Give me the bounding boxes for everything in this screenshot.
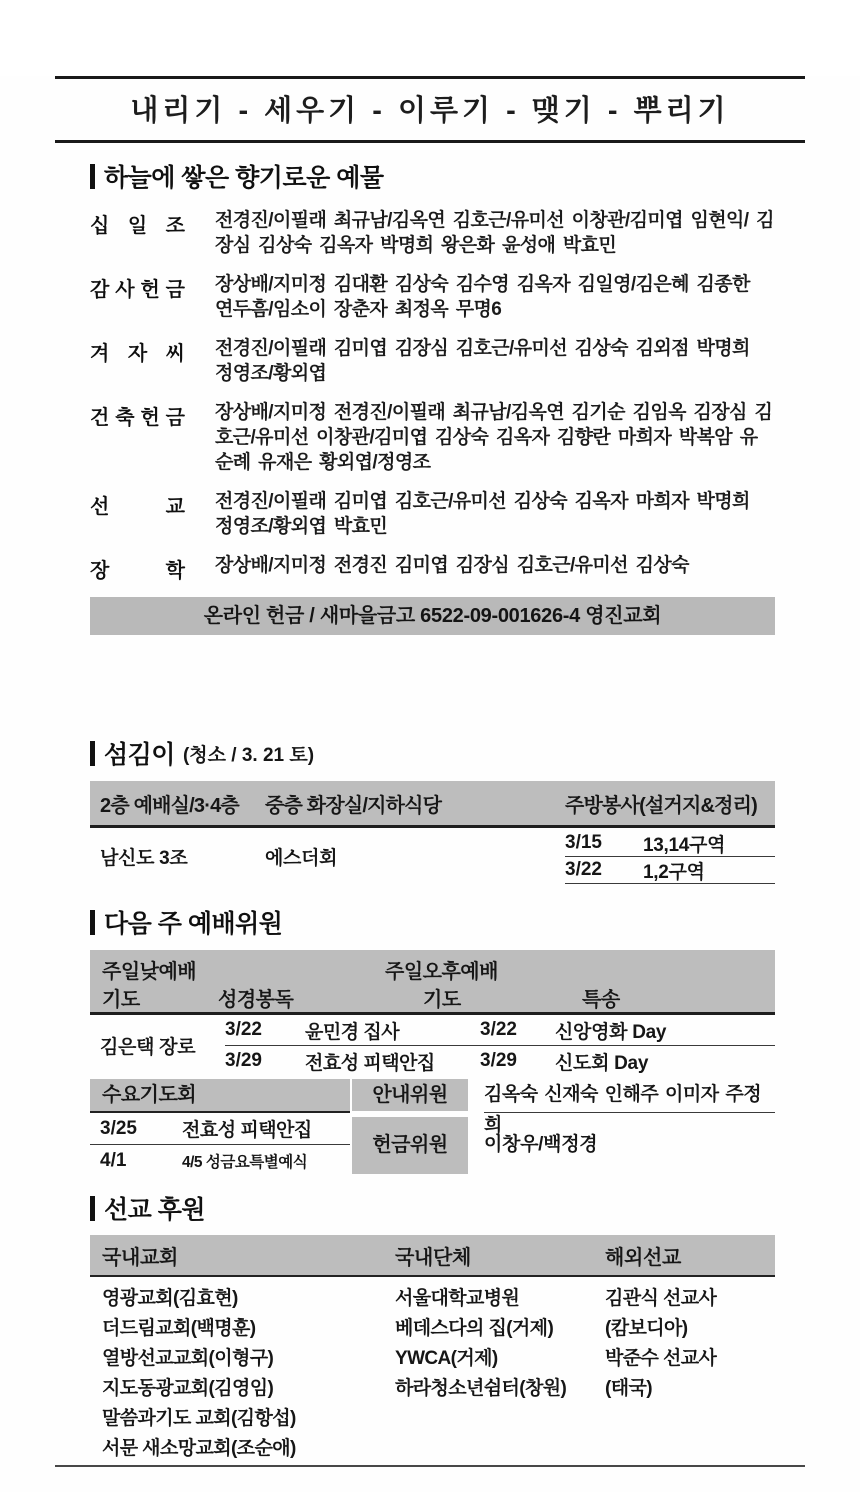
- serving-section-title: [90, 735, 775, 771]
- worship-row: [225, 1015, 775, 1045]
- reader-name: 윤민경 집사: [305, 1021, 400, 1043]
- offerings-section: [90, 158, 775, 635]
- offerings-title-text: 하늘에 쌓은 향기로운 예물: [104, 164, 384, 192]
- mission-domestic-org: 서울대학교병원: [395, 1287, 520, 1309]
- serving-section: [90, 735, 775, 884]
- next-week-table-header: [90, 950, 775, 1015]
- offering-label-char: 겨: [90, 343, 110, 365]
- wednesday-date: 3/25: [100, 1117, 137, 1139]
- mission-domestic-church: 영광교회(김효현): [102, 1287, 238, 1309]
- offering-row: [90, 336, 775, 386]
- serving-title-text: 섬김이: [104, 741, 175, 769]
- mission-domestic-church: 서문 새소망교회(조순애): [102, 1437, 296, 1459]
- mission-domestic-church: 더드림교회(백명훈): [102, 1317, 256, 1339]
- offering-list: [90, 208, 775, 583]
- offering-row: [90, 272, 775, 322]
- offering-names: 전경진/이필래 최규남/김옥연 김호근/유미선 이창관/김미엽 임현익/ 김장심 김상숙 김옥자 박명희 왕은화 윤성애 박효민: [215, 210, 774, 256]
- mission-domestic-church: 말씀과기도 교회(김항섭): [102, 1407, 296, 1429]
- serving-subtitle: (청소 / 3. 21 토): [182, 744, 315, 766]
- wednesday-name: 4/5 성금요특별예식: [182, 1153, 308, 1171]
- reading-date: 3/29: [225, 1050, 262, 1071]
- banner-title: 내리기 - 세우기 - 이루기 - 맺기 - 뿌리기: [130, 95, 730, 127]
- offering-label-char: 축: [115, 407, 135, 429]
- wednesday-column: [90, 1079, 350, 1176]
- offering-label-char: 자: [127, 343, 148, 365]
- prayer-leader: 김은택 장로: [100, 1037, 196, 1058]
- mission-row: [90, 1431, 775, 1461]
- header-prayer: 기도: [102, 989, 140, 1011]
- wednesday-header: 수요기도회: [90, 1079, 350, 1113]
- mission-header-overseas: 해외선교: [605, 1246, 682, 1269]
- offering-label-char: 헌: [140, 407, 160, 429]
- offering-label-char: 학: [165, 560, 185, 582]
- mission-row: [90, 1401, 775, 1431]
- mission-section: [90, 1190, 775, 1461]
- offering-label-char: 조: [165, 215, 185, 237]
- offering-label: [90, 272, 185, 322]
- offering-label: [90, 400, 185, 475]
- ushers-label: 안내위원: [352, 1079, 468, 1111]
- title-bar-icon: [90, 910, 95, 935]
- offering-label-char: 헌: [140, 279, 160, 301]
- next-week-bottom-block: [90, 1079, 775, 1176]
- mission-table-header: [90, 1235, 775, 1277]
- offering-label-char: 선: [90, 496, 110, 518]
- kitchen-area: 13,14구역: [643, 834, 726, 856]
- kitchen-row: [565, 857, 775, 884]
- offering-committee-names: 이창우/백정경: [484, 1134, 598, 1155]
- bulletin-page: [0, 76, 860, 1492]
- header-day-service: 주일낮예배: [102, 961, 197, 983]
- header-special-song: 특송: [582, 989, 620, 1011]
- serving-table-body: [90, 828, 775, 884]
- afternoon-date: 3/29: [480, 1050, 517, 1071]
- wednesday-rows: [90, 1113, 350, 1176]
- serving-table-header: [90, 781, 775, 828]
- offering-label-char: 건: [90, 407, 110, 429]
- header-afternoon-service: 주일오후예배: [385, 961, 498, 983]
- mission-domestic-org: 베데스다의 집(거제): [395, 1317, 554, 1339]
- offering-label: [90, 489, 185, 539]
- committee-names-column: [468, 1079, 775, 1176]
- reader-name: 전효성 피택안집: [305, 1052, 435, 1074]
- header-prayer-afternoon: 기도: [423, 989, 461, 1011]
- mission-overseas: 박준수 선교사: [605, 1347, 717, 1369]
- mission-row: [90, 1311, 775, 1341]
- kitchen-row: [565, 830, 775, 857]
- mission-domestic-church: 지도동광교회(김영임): [102, 1377, 274, 1399]
- wednesday-date: 4/1: [100, 1149, 127, 1171]
- serving-header-kitchen: 주방봉사(설거지&정리): [565, 794, 758, 817]
- mission-overseas: (태국): [605, 1377, 652, 1399]
- offering-label-char: 장: [90, 560, 110, 582]
- worship-row: [225, 1045, 775, 1076]
- offering-label-char: 십: [90, 215, 110, 237]
- kitchen-area: 1,2구역: [643, 861, 705, 883]
- next-week-section-title: [90, 904, 775, 940]
- offering-row: [90, 208, 775, 258]
- offering-committee-label: 헌금위원: [352, 1117, 468, 1174]
- mission-domestic-org: YWCA(거제): [395, 1347, 498, 1369]
- mission-row: [90, 1371, 775, 1401]
- wednesday-name: 전효성 피택안집: [182, 1120, 312, 1141]
- offering-label: [90, 208, 185, 258]
- kitchen-date: 3/22: [565, 859, 602, 880]
- offering-label-char: 감: [90, 279, 110, 301]
- mission-domestic-church: 열방선교교회(이형구): [102, 1347, 274, 1369]
- kitchen-date: 3/15: [565, 832, 602, 853]
- next-week-section: [90, 904, 775, 1176]
- offering-label: [90, 336, 185, 386]
- offering-label-char: 일: [127, 215, 148, 237]
- offering-names: 전경진/이필래 김미엽 김장심 김호근/유미선 김상숙 김외점 박명희 정영조/황외엽: [215, 338, 750, 384]
- offering-names: 전경진/이필래 김미엽 김호근/유미선 김상숙 김옥자 마희자 박명희 정영조/황외엽 박효민: [215, 491, 750, 537]
- offering-label-char: 교: [165, 496, 185, 518]
- reading-date: 3/22: [225, 1019, 262, 1040]
- mission-header-domestic-church: 국내교회: [102, 1246, 179, 1269]
- page-bottom-rule: [55, 1465, 805, 1467]
- offering-label: [90, 553, 185, 583]
- offering-names: 장상배/지미정 김대환 김상숙 김수영 김옥자 김일영/김은혜 김종한 연두흠/임소이 장춘자 최정옥 무명6: [215, 274, 750, 320]
- offering-names: 장상배/지미정 전경진 김미엽 김장심 김호근/유미선 김상숙: [215, 555, 689, 576]
- wednesday-row: [90, 1113, 350, 1145]
- title-bar-icon: [90, 741, 95, 766]
- mission-overseas: 김관식 선교사: [605, 1287, 717, 1309]
- online-giving-bar: 온라인 헌금 / 새마을금고 6522-09-001626-4 영진교회: [90, 597, 775, 635]
- mission-rows: [90, 1277, 775, 1461]
- afternoon-date: 3/22: [480, 1019, 517, 1040]
- header-scripture-reading: 성경봉독: [218, 989, 294, 1011]
- kitchen-duty-rows: [565, 828, 775, 884]
- title-bar-icon: [90, 1196, 95, 1221]
- serving-header-sanctuary: 2층 예배실/3·4층: [100, 794, 239, 817]
- offering-row: [90, 400, 775, 475]
- wednesday-row: [90, 1145, 350, 1176]
- mission-section-title: [90, 1190, 775, 1226]
- mission-header-domestic-org: 국내단체: [395, 1246, 472, 1269]
- restroom-team: 에스더회: [265, 848, 338, 869]
- offering-label-char: 씨: [165, 343, 185, 365]
- worship-rows: [225, 1015, 775, 1076]
- offering-label-char: 금: [165, 407, 185, 429]
- offering-label-char: 금: [165, 279, 185, 301]
- next-week-title-text: 다음 주 예배위원: [104, 910, 283, 938]
- offering-row: [90, 489, 775, 539]
- mission-title-text: 선교 후원: [104, 1196, 206, 1224]
- committee-labels-column: [352, 1079, 468, 1176]
- offering-names: 장상배/지미정 전경진/이필래 최규남/김옥연 김기순 김임옥 김장심 김호근/유미선 이창관/김미엽 김상숙 김옥자 김향란 마희자 박복암 유순례 유재은 황외엽/정영조: [215, 402, 773, 473]
- ushers-names: 김옥숙 신재숙 인해주 이미자 주정희: [484, 1079, 775, 1113]
- mission-domestic-org: 하라청소년쉼터(창원): [395, 1377, 567, 1399]
- title-bar-icon: [90, 164, 95, 189]
- mission-row: [90, 1281, 775, 1311]
- sanctuary-team: 남신도 3조: [100, 848, 188, 869]
- mission-row: [90, 1341, 775, 1371]
- mission-overseas: (캄보디아): [605, 1317, 688, 1339]
- serving-header-restroom: 중층 화장실/지하식당: [265, 794, 442, 817]
- afternoon-program: 신앙영화 Day: [555, 1021, 667, 1043]
- next-week-table-body: [90, 1015, 775, 1076]
- offering-label-char: 사: [115, 279, 135, 301]
- offerings-section-title: [90, 158, 775, 194]
- banner: [55, 76, 805, 143]
- afternoon-program: 신도회 Day: [555, 1052, 649, 1074]
- offering-row: [90, 553, 775, 583]
